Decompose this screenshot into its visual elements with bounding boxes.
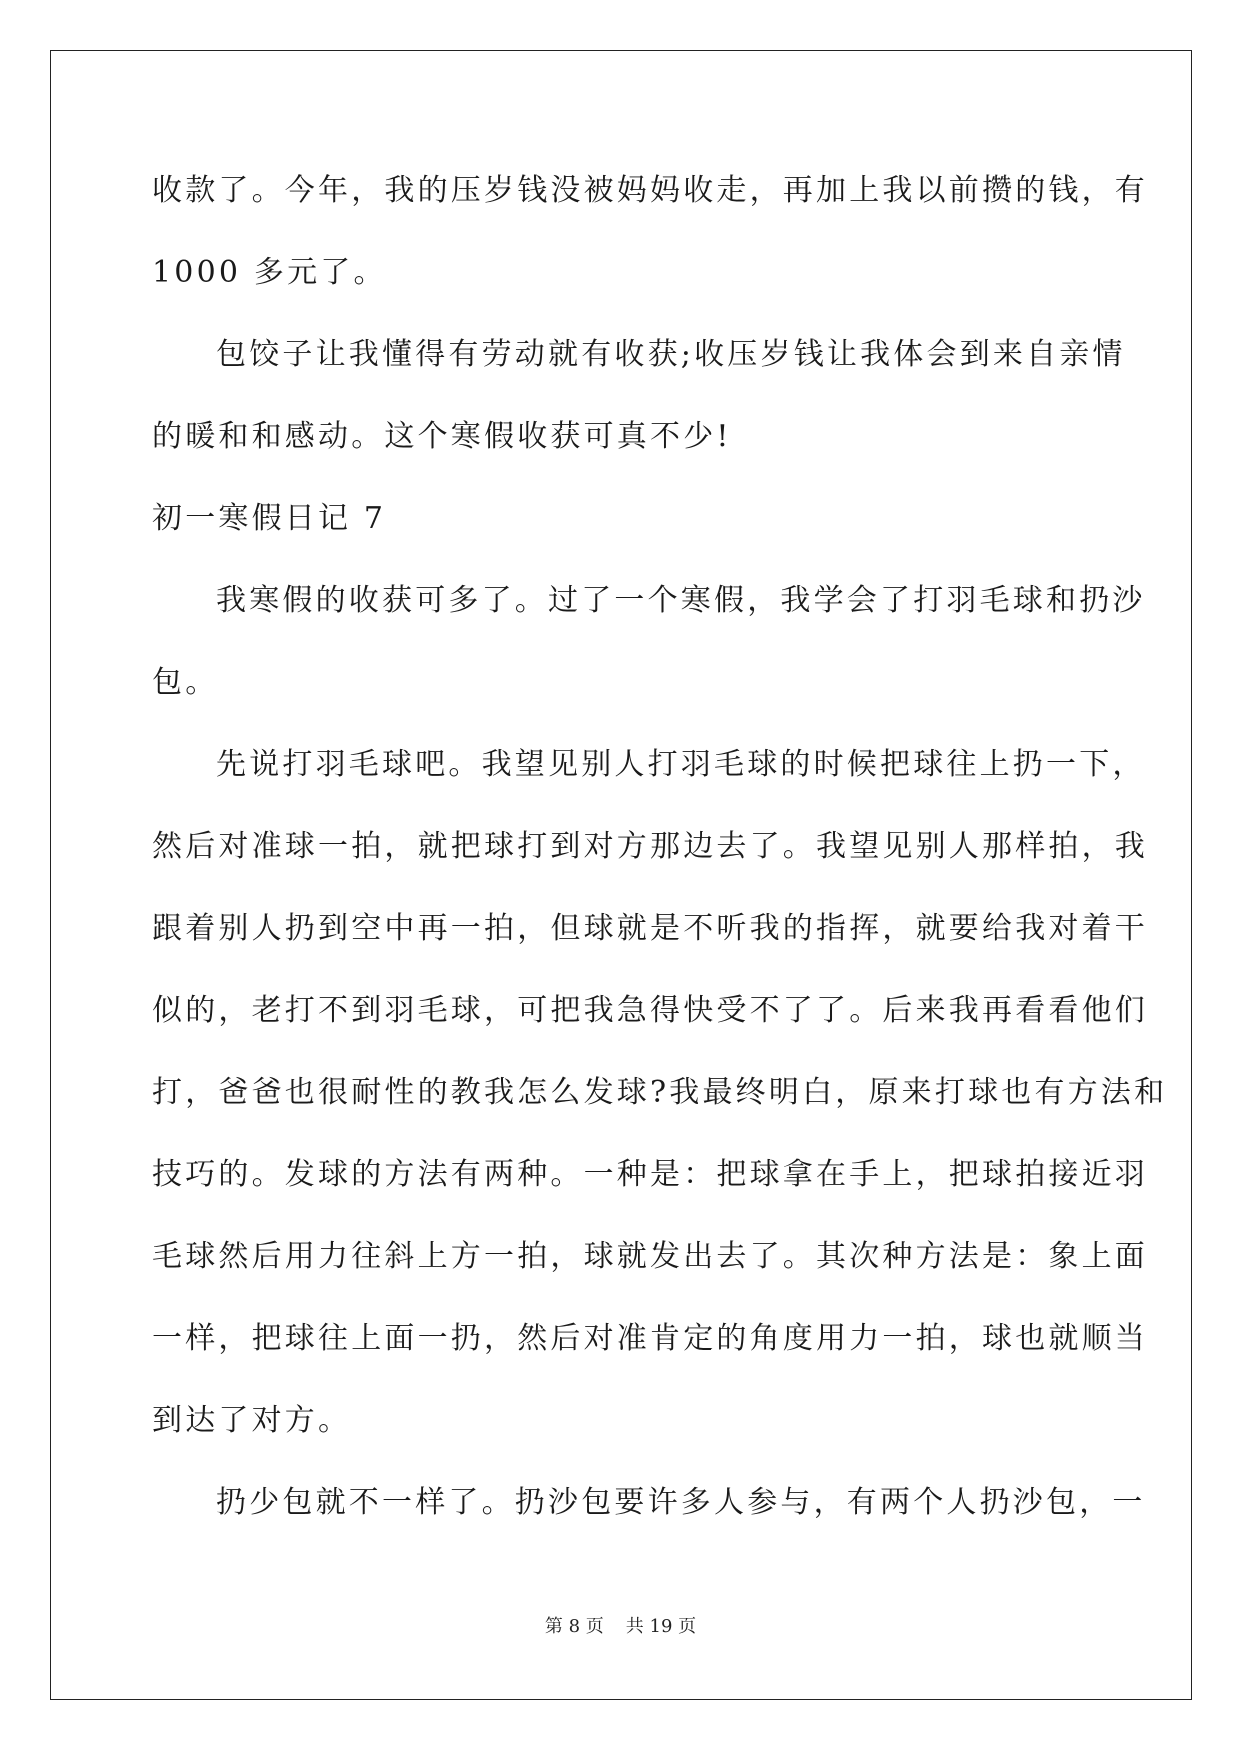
page-number: 第 8 页 xyxy=(544,1616,604,1637)
text-line: 似的，老打不到羽毛球，可把我急得快受不了了。后来我再看看他们 xyxy=(152,993,1148,1028)
text-line: 1000 多元了。 xyxy=(152,255,387,290)
text-line: 毛球然后用力往斜上方一拍，球就发出去了。其次种方法是：象上面 xyxy=(152,1239,1148,1274)
text-line: 打，爸爸也很耐性的教我怎么发球?我最终明白，原来打球也有方法和 xyxy=(152,1075,1168,1110)
text-line: 跟着别人扔到空中再一拍，但球就是不听我的指挥，就要给我对着干 xyxy=(152,911,1148,946)
paragraph-start-line: 先说打羽毛球吧。我望见别人打羽毛球的时候把球往上扔一下， xyxy=(216,747,1146,782)
document-body xyxy=(152,160,1168,1554)
text-line: 然后对准球一拍，就把球打到对方那边去了。我望见别人那样拍，我 xyxy=(152,829,1148,864)
text-line: 收款了。今年，我的压岁钱没被妈妈收走，再加上我以前攒的钱，有 xyxy=(152,173,1148,208)
paragraph-start-line: 我寒假的收获可多了。过了一个寒假，我学会了打羽毛球和扔沙 xyxy=(216,583,1146,618)
text-line: 的暖和和感动。这个寒假收获可真不少! xyxy=(152,419,732,454)
text-line: 技巧的。发球的方法有两种。一种是：把球拿在手上，把球拍接近羽 xyxy=(152,1157,1148,1192)
text-line: 一样，把球往上面一扔，然后对准肯定的角度用力一拍，球也就顺当 xyxy=(152,1321,1148,1356)
page-total: 共 19 页 xyxy=(625,1616,697,1637)
section-heading: 初一寒假日记 7 xyxy=(152,501,387,536)
paragraph-start-line: 包饺子让我懂得有劳动就有收获;收压岁钱让我体会到来自亲情 xyxy=(216,337,1126,372)
text-line: 包。 xyxy=(152,665,219,700)
paragraph-start-line: 扔少包就不一样了。扔沙包要许多人参与，有两个人扔沙包，一 xyxy=(216,1485,1146,1520)
text-line: 到达了对方。 xyxy=(152,1403,352,1438)
page-footer xyxy=(0,1612,1241,1638)
